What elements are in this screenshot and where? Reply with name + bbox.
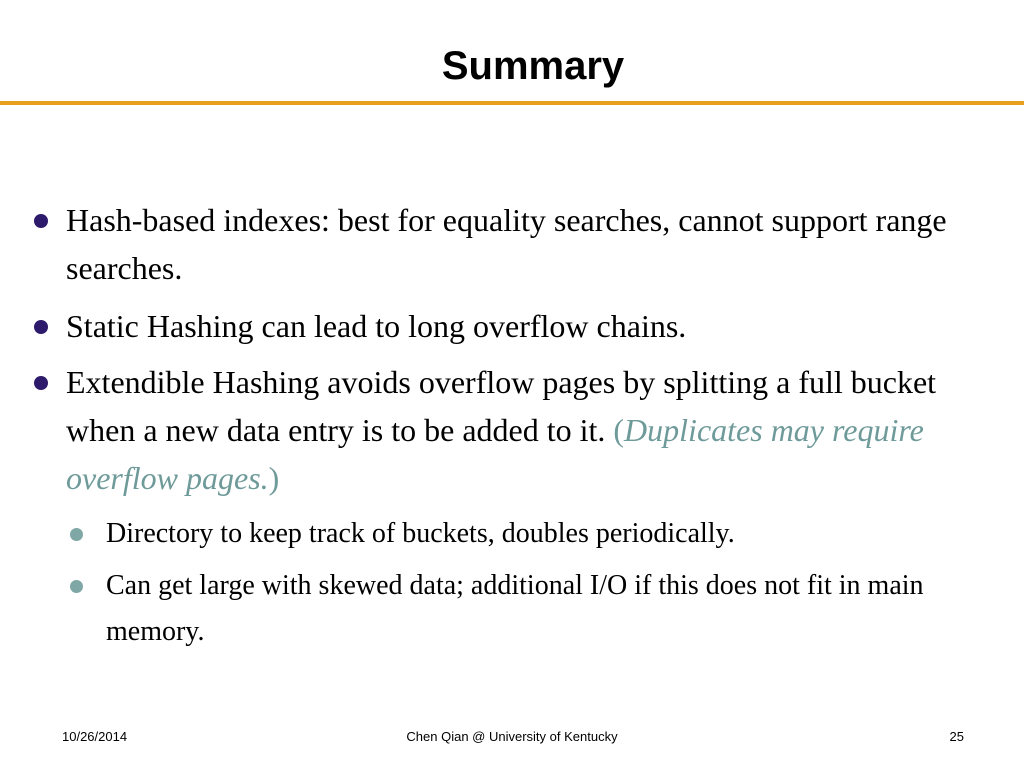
bullet-item-hash-indexes: Hash-based indexes: best for equality searches, cannot support range searches. (66, 202, 947, 286)
sub-bullet-dot (70, 580, 83, 593)
bullet-dot (34, 214, 48, 228)
sub-bullet-skewed-data: Can get large with skewed data; additional I/O if this does not fit in main memory. (106, 570, 924, 647)
footer-page-number: 25 (949, 729, 964, 744)
note-paren-close: ) (268, 460, 280, 496)
note-paren-open: ( (613, 412, 625, 448)
bullet-text: Extendible Hashing avoids overflow pages by splitting a full bucket when a new data entry is to be added to it. (66, 364, 937, 448)
bullet-dot (34, 376, 48, 390)
footer-author: Chen Qian @ University of Kentucky (406, 729, 618, 744)
title-divider (0, 101, 1024, 105)
duplicates-note: Duplicates may require overflow pages. (66, 412, 924, 496)
sub-bullet-dot (70, 528, 83, 541)
slide-title: Summary (441, 44, 625, 88)
bullet-item-extendible-hashing (66, 358, 986, 502)
bullet-item-static-hashing: Static Hashing can lead to long overflow chains. (66, 308, 687, 344)
bullet-dot (34, 320, 48, 334)
footer-date: 10/26/2014 (62, 729, 128, 744)
sub-bullet-directory: Directory to keep track of buckets, doubles periodically. (106, 518, 735, 549)
